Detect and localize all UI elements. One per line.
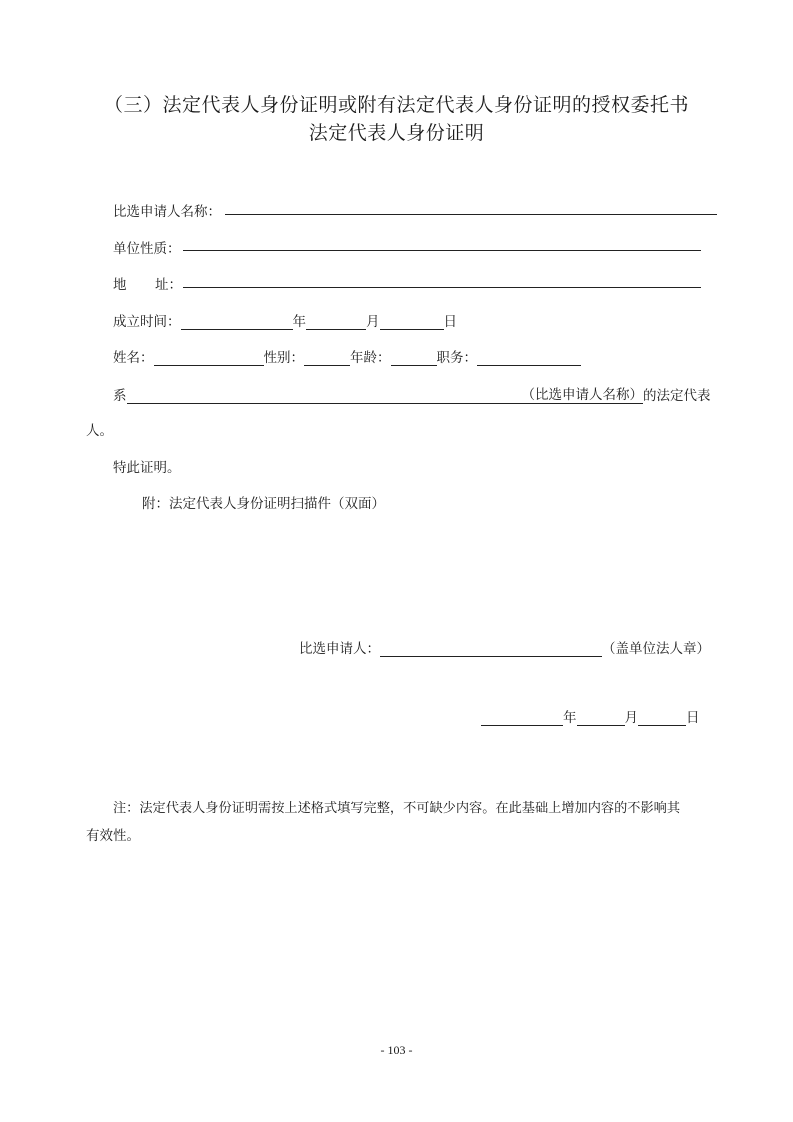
age-field[interactable]	[391, 349, 437, 366]
name-field[interactable]	[154, 349, 264, 366]
signature-month-field[interactable]	[577, 709, 625, 726]
address-field[interactable]	[183, 287, 701, 288]
unit-nature-field[interactable]	[183, 250, 701, 251]
attachment-text: 附：法定代表人身份证明扫描件（双面）	[142, 496, 385, 512]
established-day-field[interactable]	[380, 313, 444, 330]
statement-underlined-note: （比选申请人名称）	[522, 383, 644, 404]
signature-month-label: 月	[624, 710, 638, 726]
established-label: 成立时间：	[113, 314, 181, 330]
statement-row	[113, 383, 711, 404]
position-field[interactable]	[477, 349, 581, 366]
unit-nature-label: 单位性质：	[113, 241, 181, 257]
signature-day-label: 日	[686, 710, 700, 726]
certify-text: 特此证明。	[113, 460, 181, 476]
day-label: 日	[443, 314, 457, 330]
signature-date-row	[481, 706, 700, 726]
name-label: 姓名：	[113, 350, 154, 366]
signature-day-field[interactable]	[638, 709, 686, 726]
document-title: （三）法定代表人身份证明或附有法定代表人身份证明的授权委托书	[103, 94, 689, 116]
gender-field[interactable]	[304, 349, 350, 366]
applicant-name-statement-field[interactable]	[127, 387, 522, 404]
address-label-part1: 地	[113, 277, 127, 293]
statement-prefix: 系	[113, 388, 127, 404]
month-label: 月	[366, 314, 380, 330]
statement-suffix: 的法定代表	[643, 388, 711, 404]
signature-applicant-field[interactable]	[380, 640, 602, 657]
established-month-field[interactable]	[306, 313, 366, 330]
applicant-name-field[interactable]	[225, 214, 717, 215]
age-label: 年龄：	[350, 350, 391, 366]
person-info-row	[113, 346, 581, 366]
page-number: - 103 -	[380, 1043, 413, 1057]
note-line-1: 注：法定代表人身份证明需按上述格式填写完整，不可缺少内容。在此基础上增加内容的不影响其	[113, 801, 681, 816]
signature-year-field[interactable]	[481, 709, 563, 726]
established-year-field[interactable]	[181, 313, 293, 330]
established-date-row	[113, 310, 457, 330]
note-line-2: 有效性。	[86, 828, 140, 844]
statement-continuation: 人。	[86, 423, 113, 439]
signature-year-label: 年	[563, 710, 577, 726]
document-subtitle: 法定代表人身份证明	[308, 122, 485, 144]
gender-label: 性别：	[263, 350, 304, 366]
signature-row	[299, 637, 710, 657]
address-label-part2: 址：	[155, 277, 182, 293]
seal-note: （盖单位法人章）	[602, 641, 710, 657]
applicant-name-label: 比选申请人名称：	[113, 204, 221, 220]
year-label: 年	[292, 314, 306, 330]
position-label: 职务：	[436, 350, 477, 366]
signature-applicant-label: 比选申请人：	[299, 641, 380, 657]
